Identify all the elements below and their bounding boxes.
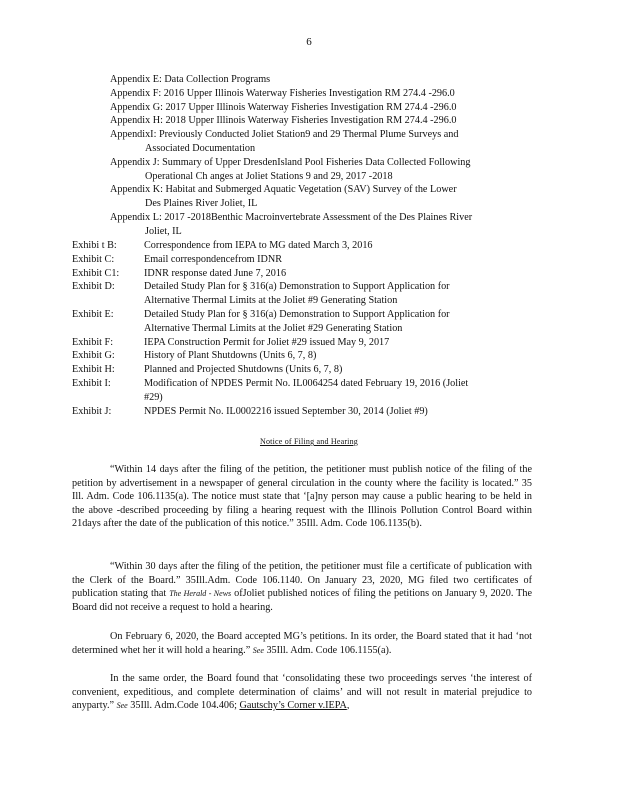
paragraph-text: 35Ill. Adm. Code 106.1155(a). — [266, 644, 392, 656]
appendix-list — [110, 73, 534, 239]
exhibit-c1 — [72, 267, 534, 281]
paragraph-text: “Within 30 days after the filing of the petition, the petitioner must file a certificate of publication with the Clerk of the Board.” 35Ill.Adm. Code 106.1140. On January 23, 2020, MG filed two certificates of publication stating that — [72, 561, 532, 600]
appendix-e: Appendix E: Data Collection Programs — [110, 74, 271, 85]
exhibit-g — [72, 349, 534, 363]
exhibit-label: Exhibit I: — [72, 377, 111, 389]
appendix-h: Appendix H: 2018 Upper Illinois Waterway Fisheries Investigation RM 274.4 -296.0 — [110, 115, 457, 127]
exhibit-e — [72, 308, 534, 322]
exhibit-text: Detailed Study Plan for § 316(a) Demonstration to Support Application for — [144, 308, 450, 320]
citation-signal: See — [252, 645, 264, 655]
exhibit-text-cont: Alternative Thermal Limits at the Joliet #29 Generating Station — [144, 322, 403, 334]
appendix-g: Appendix G: 2017 Upper Illinois Waterway Fisheries Investigation RM 274.4 -296.0 — [110, 101, 457, 113]
exhibit-label: Exhibit H: — [72, 364, 115, 376]
paragraph-text: ofJoliet published notices of filing the petitions on January 9, 2020. The Board did not receive a request to hold a hearing. — [72, 588, 533, 613]
publication-name: The Herald - News — [169, 589, 232, 599]
appendix-j: Appendix J: Summary of Upper DresdenIsland Pool Fisheries Data Collected Following — [110, 156, 471, 168]
page-number: 6 — [306, 36, 312, 48]
exhibit-text: Planned and Projected Shutdowns (Units 6, 7, 8) — [144, 364, 343, 376]
exhibit-d-cont — [72, 294, 534, 308]
exhibit-text-cont: Alternative Thermal Limits at the Joliet #9 Generating Station — [144, 295, 398, 307]
paragraph-certificate — [72, 560, 532, 614]
appendix-f: Appendix F: 2016 Upper Illinois Waterway Fisheries Investigation RM 274.4 -296.0 — [110, 87, 455, 99]
exhibit-text: Email correspondencefrom IDNR — [144, 253, 283, 265]
exhibit-label: Exhibi t B: — [72, 240, 117, 251]
exhibit-label: Exhibit E: — [72, 308, 114, 320]
exhibit-text: Detailed Study Plan for § 316(a) Demonstration to Support Application for — [144, 281, 450, 293]
case-citation: Gautschy’s Corner v.IEPA — [239, 700, 347, 712]
exhibit-label: Exhibit F: — [72, 336, 114, 348]
exhibit-label: Exhibit G: — [72, 350, 115, 362]
section-heading: Notice of Filing and Hearing — [259, 437, 359, 446]
paragraph-text: On February 6, 2020, the Board accepted MG’s petitions. In its order, the Board stated that it had ‘not determined whet her it will hold a hearing.” — [72, 631, 532, 656]
exhibit-label: Exhibit C1: — [72, 267, 120, 279]
exhibit-h — [72, 363, 534, 377]
exhibit-d — [72, 280, 534, 294]
appendix-j-cont: Operational Ch anges at Joliet Stations 9 and 29, 2017 -2018 — [145, 170, 393, 182]
exhibit-text: IEPA Construction Permit for Joliet #29 issued May 9, 2017 — [144, 336, 390, 348]
appendix-i-cont: Associated Documentation — [145, 142, 256, 154]
exhibit-j — [72, 405, 534, 419]
appendix-l: Appendix L: 2017 -2018Benthic Macroinvertebrate Assessment of the Des Plaines River — [110, 211, 473, 223]
paragraph-notice — [72, 463, 532, 531]
paragraph-consolidation — [72, 672, 532, 713]
paragraph-text: 35Ill. Adm.Code 104.406; — [130, 700, 237, 712]
paragraph-text: , — [346, 700, 350, 712]
exhibit-text: Correspondence from IEPA to MG dated March 3, 2016 — [144, 240, 373, 251]
exhibit-i-cont — [72, 391, 534, 405]
exhibit-c — [72, 253, 534, 267]
paragraph-text: “Within 14 days after the filing of the petition, the petitioner must publish notice of the filing of the petition by advertisement in a newspaper of general circulation in the county where the facility is located.” 35 Ill. Adm. Code 106.1135(a). The notice must state that ‘[a]ny person may cause a public hearing to be held in the above -described proceeding by filing a hearing request with the Illinois Pollution Control Board within 21days after the date of the publication of this notice.” 35Ill. Adm. Code 106.1135(b). — [72, 464, 532, 530]
exhibit-b — [72, 239, 534, 253]
exhibit-label: Exhibit D: — [72, 281, 115, 293]
paragraph-acceptance — [72, 630, 532, 657]
exhibit-label: Exhibit C: — [72, 253, 115, 265]
paragraph-text: In the same order, the Board found that ‘consolidating these two proceedings serves ‘the interest of convenient, expeditious, and complete determination of claims’ and will not result in material prejudice to anyparty.” — [72, 673, 532, 712]
exhibit-f — [72, 336, 534, 350]
exhibit-i — [72, 377, 534, 391]
appendix-i: AppendixI: Previously Conducted Joliet Station9 and 29 Thermal Plume Surveys and — [110, 129, 459, 141]
appendix-k-cont: Des Plaines River Joliet, IL — [145, 198, 258, 210]
appendix-k: Appendix K: Habitat and Submerged Aquatic Vegetation (SAV) Survey of the Lower — [110, 184, 457, 196]
appendix-l-cont: Joliet, IL — [145, 225, 182, 237]
exhibit-text: Modification of NPDES Permit No. IL0064254 dated February 19, 2016 (Joliet — [144, 377, 469, 389]
citation-signal: See — [116, 701, 128, 711]
exhibit-list — [72, 239, 534, 418]
exhibit-e-cont — [72, 322, 534, 336]
exhibit-text-cont: #29) — [144, 391, 163, 403]
exhibit-label: Exhibit J: — [72, 405, 112, 417]
exhibit-text: NPDES Permit No. IL0002216 issued September 30, 2014 (Joliet #9) — [144, 405, 428, 417]
exhibit-text: History of Plant Shutdowns (Units 6, 7, 8) — [144, 350, 317, 362]
exhibit-text: IDNR response dated June 7, 2016 — [144, 267, 287, 279]
